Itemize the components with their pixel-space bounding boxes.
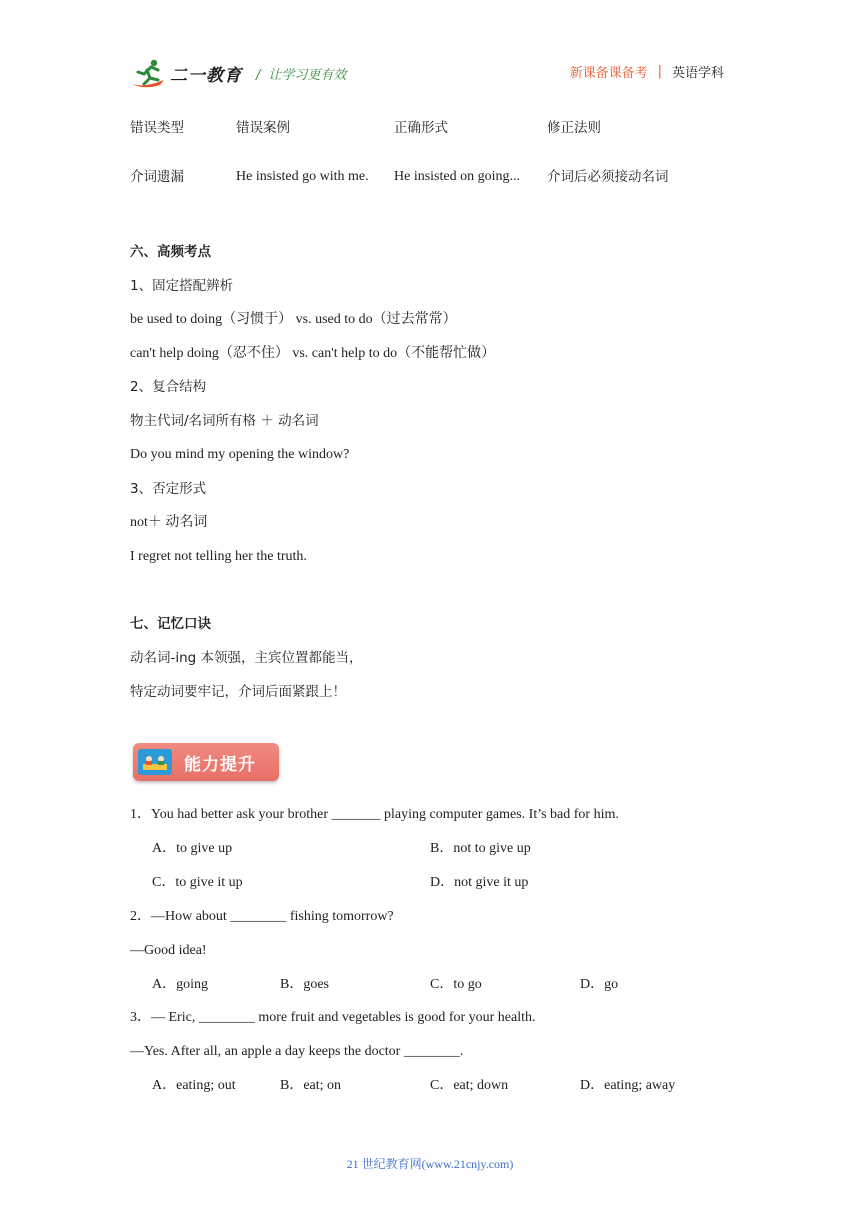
option-c: C．eat; down — [430, 1078, 509, 1093]
option-b: B．not to give up — [430, 841, 531, 856]
slogan-slash: / — [256, 67, 261, 83]
error-table-row — [130, 168, 707, 186]
header-subject-label: 英语学科 — [671, 66, 724, 81]
section6-line: 2、复合结构 — [130, 379, 207, 395]
option-a: A．eating; out — [152, 1078, 236, 1093]
option-b: B．eat; on — [280, 1078, 342, 1093]
question-stem: 3．— Eric, ________ more fruit and vegetables is good for your health. — [130, 1010, 536, 1025]
badge-label: 能力提升 — [184, 754, 256, 775]
header-brand — [130, 56, 346, 90]
question-reply: —Yes. After all, an apple a day keeps the doctor ________. — [130, 1044, 464, 1059]
section7-title: 七、记忆口诀 — [130, 616, 211, 632]
option-d: D．not give it up — [430, 875, 529, 890]
slogan — [256, 64, 346, 83]
section6-title: 六、高频考点 — [130, 244, 211, 260]
table-header-cell: 正确形式 — [394, 120, 448, 136]
table-header-cell: 修正法则 — [547, 120, 601, 136]
section6-line: 物主代词/名词所有格 ＋ 动名词 — [130, 413, 319, 429]
question-stem: 1．You had better ask your brother _______ playing computer games. It’s bad for him. — [130, 807, 619, 822]
option-d: D．eating; away — [580, 1078, 676, 1093]
logo-text: 二一教育 — [170, 65, 242, 86]
header-separator: | — [657, 64, 662, 79]
section6-line: not＋ 动名词 — [130, 515, 208, 530]
question-stem: 2．—How about ________ fishing tomorrow? — [130, 909, 394, 924]
table-header-cell: 错误类型 — [130, 120, 184, 136]
table-cell: 介词后必须接动名词 — [547, 169, 669, 185]
section6-line: 3、否定形式 — [130, 481, 207, 497]
header-course-label: 新课备课备考 — [569, 66, 648, 81]
ability-badge — [133, 743, 279, 781]
section6-line: be used to doing（习惯于） vs. used to do（过去常常） — [130, 312, 457, 327]
section7-line: 特定动词要牢记，介词后面紧跟上！ — [130, 684, 346, 700]
option-a: A．going — [152, 977, 208, 992]
option-c: C．to give it up — [152, 875, 243, 890]
table-cell: He insisted on going... — [394, 169, 520, 184]
question-reply: —Good idea! — [130, 943, 207, 958]
section6-line: I regret not telling her the truth. — [130, 549, 307, 564]
table-cell: 介词遗漏 — [130, 169, 184, 185]
logo — [130, 58, 242, 88]
option-b: B．goes — [280, 977, 329, 992]
section7-line: 动名词-ing 本领强，主宾位置都能当， — [130, 650, 363, 666]
footer-link[interactable]: 21 世纪教育网(www.21cnjy.com) — [346, 1157, 514, 1171]
error-table-header — [130, 119, 707, 137]
section6-line: can't help doing（忍不住） vs. can't help to do（不能帮忙做） — [130, 346, 496, 361]
section6-line: 1、固定搭配辨析 — [130, 278, 234, 294]
classroom-icon — [138, 749, 172, 775]
header-subject — [570, 62, 724, 81]
runner-logo-icon — [130, 58, 168, 88]
table-cell: He insisted go with me. — [236, 169, 369, 184]
table-header-cell: 错误案例 — [236, 120, 290, 136]
option-a: A．to give up — [152, 841, 233, 856]
section6-line: Do you mind my opening the window? — [130, 447, 350, 462]
slogan-text: 让学习更有效 — [268, 67, 347, 83]
option-c: C．to go — [430, 977, 482, 992]
option-d: D．go — [580, 977, 619, 992]
